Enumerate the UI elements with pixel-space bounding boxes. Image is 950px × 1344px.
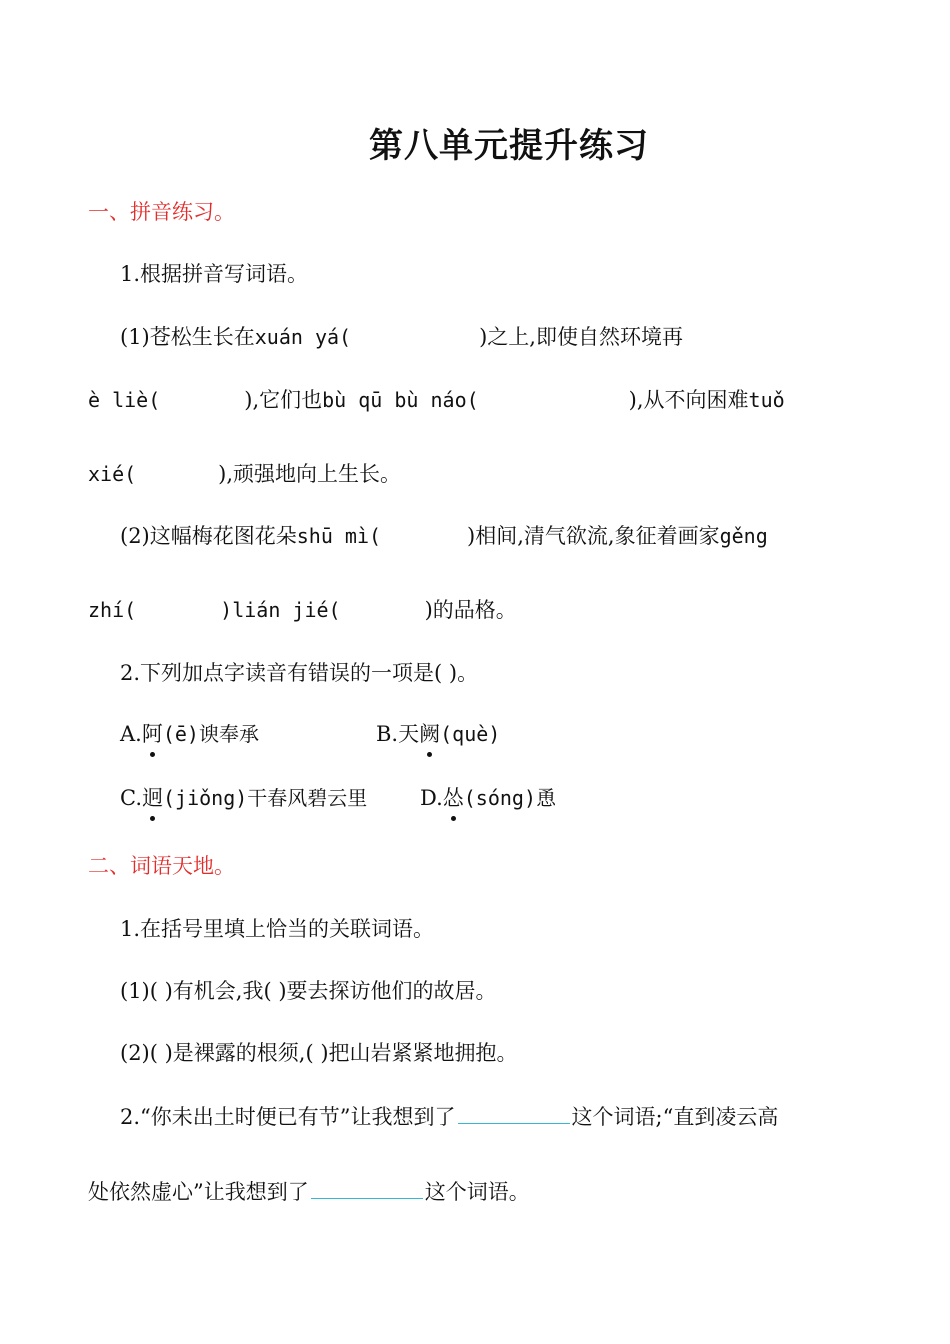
options-row-cd xyxy=(120,783,600,813)
text-segment: 这个词语;“直到凌云高 xyxy=(571,1105,779,1129)
options-row-ab xyxy=(120,719,580,749)
text-segment: )之上,即使自然环境再 xyxy=(479,325,683,349)
option-c-dotted-char: 迥 xyxy=(142,783,163,813)
question-1-line-1 xyxy=(120,322,683,352)
pinyin-prompt: zhí( xyxy=(88,598,137,622)
vocab-question-1-line-2: (2)( )是裸露的根须,( )把山岩紧紧地拥抱。 xyxy=(120,1041,518,1065)
text-segment: (1)苍松生长在 xyxy=(120,325,255,349)
pinyin-prompt: xuán yá( xyxy=(254,325,352,349)
option-d-text: (sóng)恿 xyxy=(463,786,557,810)
option-c-text: (jiǒng)干春风碧云里 xyxy=(163,786,368,810)
text-segment: 处依然虚心”让我想到了 xyxy=(88,1180,309,1204)
option-d[interactable] xyxy=(420,783,556,813)
question-1-line-2 xyxy=(88,385,785,415)
vocab-question-2-line-2 xyxy=(88,1176,530,1207)
pinyin-prompt: tuǒ xyxy=(748,388,785,412)
question-2-prompt: 2.下列加点字读音有错误的一项是( )。 xyxy=(120,661,479,685)
question-1-prompt: 1.根据拼音写词语。 xyxy=(120,262,309,286)
pinyin-prompt: shū mì( xyxy=(296,524,382,548)
option-d-dotted-char: 怂 xyxy=(443,783,464,813)
section-heading-vocabulary: 二、词语天地。 xyxy=(88,854,235,878)
option-a[interactable] xyxy=(120,722,259,746)
text-segment: 这个词语。 xyxy=(424,1180,530,1204)
vocab-question-2-line-1 xyxy=(120,1101,778,1132)
option-b-text: (què) xyxy=(440,722,501,746)
pinyin-prompt: )lián jié( xyxy=(220,598,341,622)
pinyin-prompt: gěng xyxy=(719,524,768,548)
option-a-text: (ē)谀奉承 xyxy=(162,722,259,746)
text-segment: (2)这幅梅花图花朵 xyxy=(120,524,297,548)
vocab-question-1-prompt: 1.在括号里填上恰当的关联词语。 xyxy=(120,917,435,941)
vocab-question-1-line-1: (1)( )有机会,我( )要去探访他们的故居。 xyxy=(120,979,497,1003)
page-title: 第八单元提升练习 xyxy=(369,126,649,166)
text-segment: ),顽强地向上生长。 xyxy=(218,462,402,486)
option-a-dotted-char: 阿 xyxy=(142,719,163,749)
pinyin-prompt: è liè( xyxy=(88,388,161,412)
option-b-dotted-char: 阙 xyxy=(419,719,440,749)
section-heading-pinyin: 一、拼音练习。 xyxy=(88,200,235,224)
option-a-letter: A. xyxy=(120,722,142,746)
option-b[interactable] xyxy=(376,719,500,749)
answer-blank[interactable] xyxy=(458,1101,570,1124)
pinyin-prompt: bù qū bù náo( xyxy=(322,388,479,412)
option-d-letter: D. xyxy=(420,786,443,810)
text-segment: ),它们也 xyxy=(244,388,323,412)
text-segment: )相间,清气欲流,象征着画家 xyxy=(467,524,720,548)
text-segment: )的品格。 xyxy=(424,598,517,622)
option-c-letter: C. xyxy=(120,786,142,810)
option-c[interactable] xyxy=(120,786,367,810)
text-segment: ),从不向困难 xyxy=(628,388,749,412)
answer-blank[interactable] xyxy=(311,1176,423,1199)
question-1-line-5 xyxy=(88,595,517,625)
question-1-line-4 xyxy=(120,521,768,551)
text-segment: 2.“你未出土时便已有节”让我想到了 xyxy=(120,1105,456,1129)
question-1-line-3 xyxy=(88,459,401,489)
pinyin-prompt: xié( xyxy=(88,462,137,486)
option-b-letter: B.天 xyxy=(376,722,420,746)
